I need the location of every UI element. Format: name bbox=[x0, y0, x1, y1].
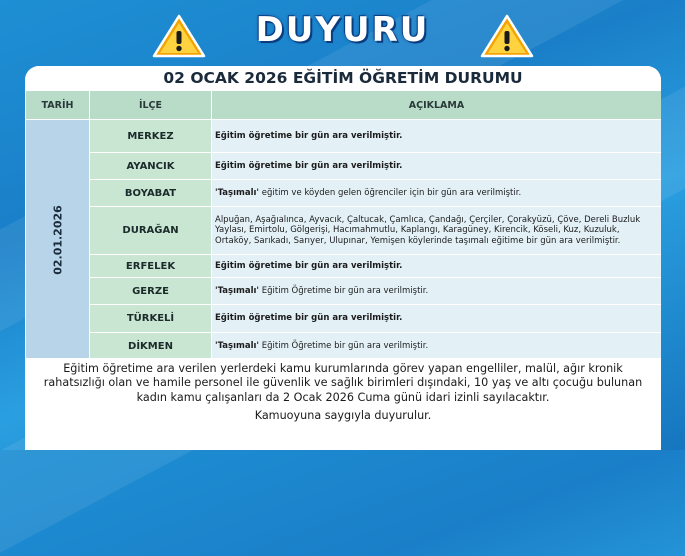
description-cell bbox=[212, 180, 662, 207]
table-row bbox=[26, 153, 662, 180]
district-cell: MERKEZ bbox=[90, 120, 212, 153]
table-row bbox=[26, 207, 662, 255]
date-cell bbox=[26, 120, 90, 361]
description-text: Alpuğan, Aşağıalınca, Ayvacık, Çaltucak, Çamlıca, Çandağı, Çerçiler, Çorakyüzü, Çöve, Dereli Buzluk Yaylası, Emirtolu, Gölgerişi, Hacımahmutlu, Kaplangı, Karagüney, Kirencik, Köseli, Kuz, Kuzuluk, Ortaköy, Sarıkadı, Sarıyer, Ulupınar, Yemişen köylerinde taşımalı eğitime bir gün ara verilmiştir. bbox=[215, 214, 641, 246]
description-text: Eğitim Öğretime bir gün ara verilmiştir. bbox=[259, 285, 429, 296]
description-prefix: Eğitim öğretime bir gün ara verilmiştir. bbox=[215, 260, 403, 271]
description-prefix: 'Taşımalı' bbox=[215, 285, 260, 296]
district-cell: DURAĞAN bbox=[90, 207, 212, 255]
table-row bbox=[26, 255, 662, 278]
table-row bbox=[26, 333, 662, 361]
district-cell: TÜRKELİ bbox=[90, 305, 212, 333]
column-header-date: TARİH bbox=[26, 91, 90, 120]
table-row bbox=[26, 305, 662, 333]
table-row bbox=[26, 120, 662, 153]
column-header-description: AÇIKLAMA bbox=[212, 91, 662, 120]
description-cell bbox=[212, 278, 662, 305]
table-header-row bbox=[26, 91, 662, 120]
description-cell bbox=[212, 305, 662, 333]
district-cell: DİKMEN bbox=[90, 333, 212, 361]
table-row bbox=[26, 278, 662, 305]
description-prefix: 'Taşımalı' bbox=[215, 341, 260, 352]
closing-text: Kamuoyuna saygıyla duyurulur. bbox=[254, 408, 432, 422]
notice-text: Eğitim öğretime ara verilen yerlerdeki kamu kurumlarında görev yapan engelliler, malül, ağır kronik rahatsızlığı olan ve hamile personel ile güvenlik ve sağlık birimleri dışındaki, 10 yaş ve altı çocuğu bulunan kadın kamu çalışanları da 2 Ocak 2026 Cuma günü idari izinli sayılacaktır. bbox=[43, 362, 643, 404]
description-prefix: Eğitim öğretime bir gün ara verilmiştir. bbox=[215, 160, 403, 171]
district-cell: ERFELEK bbox=[90, 255, 212, 278]
district-cell: AYANCIK bbox=[90, 153, 212, 180]
header bbox=[0, 0, 685, 58]
page-title: DUYURU bbox=[255, 10, 430, 50]
district-cell: BOYABAT bbox=[90, 180, 212, 207]
column-header-district: İLÇE bbox=[90, 91, 212, 120]
description-cell bbox=[212, 333, 662, 361]
status-table bbox=[25, 90, 661, 361]
warning-right-icon bbox=[480, 14, 534, 58]
card-title: 02 OCAK 2026 EĞİTİM ÖĞRETİM DURUMU bbox=[25, 66, 661, 90]
description-text: eğitim ve köyden gelen öğrenciler için bir gün ara verilmiştir. bbox=[259, 187, 522, 198]
description-cell bbox=[212, 255, 662, 278]
table-row bbox=[26, 180, 662, 207]
description-cell bbox=[212, 207, 662, 255]
description-cell bbox=[212, 120, 662, 153]
description-text: Eğitim Öğretime bir gün ara verilmiştir. bbox=[259, 341, 429, 352]
description-cell bbox=[212, 153, 662, 180]
description-prefix: Eğitim öğretime bir gün ara verilmiştir. bbox=[215, 130, 403, 141]
district-cell: GERZE bbox=[90, 278, 212, 305]
description-prefix: 'Taşımalı' bbox=[215, 187, 260, 198]
description-prefix: Eğitim öğretime bir gün ara verilmiştir. bbox=[215, 313, 403, 324]
date-label: 02.01.2026 bbox=[51, 205, 64, 275]
footer-notice bbox=[25, 358, 661, 450]
